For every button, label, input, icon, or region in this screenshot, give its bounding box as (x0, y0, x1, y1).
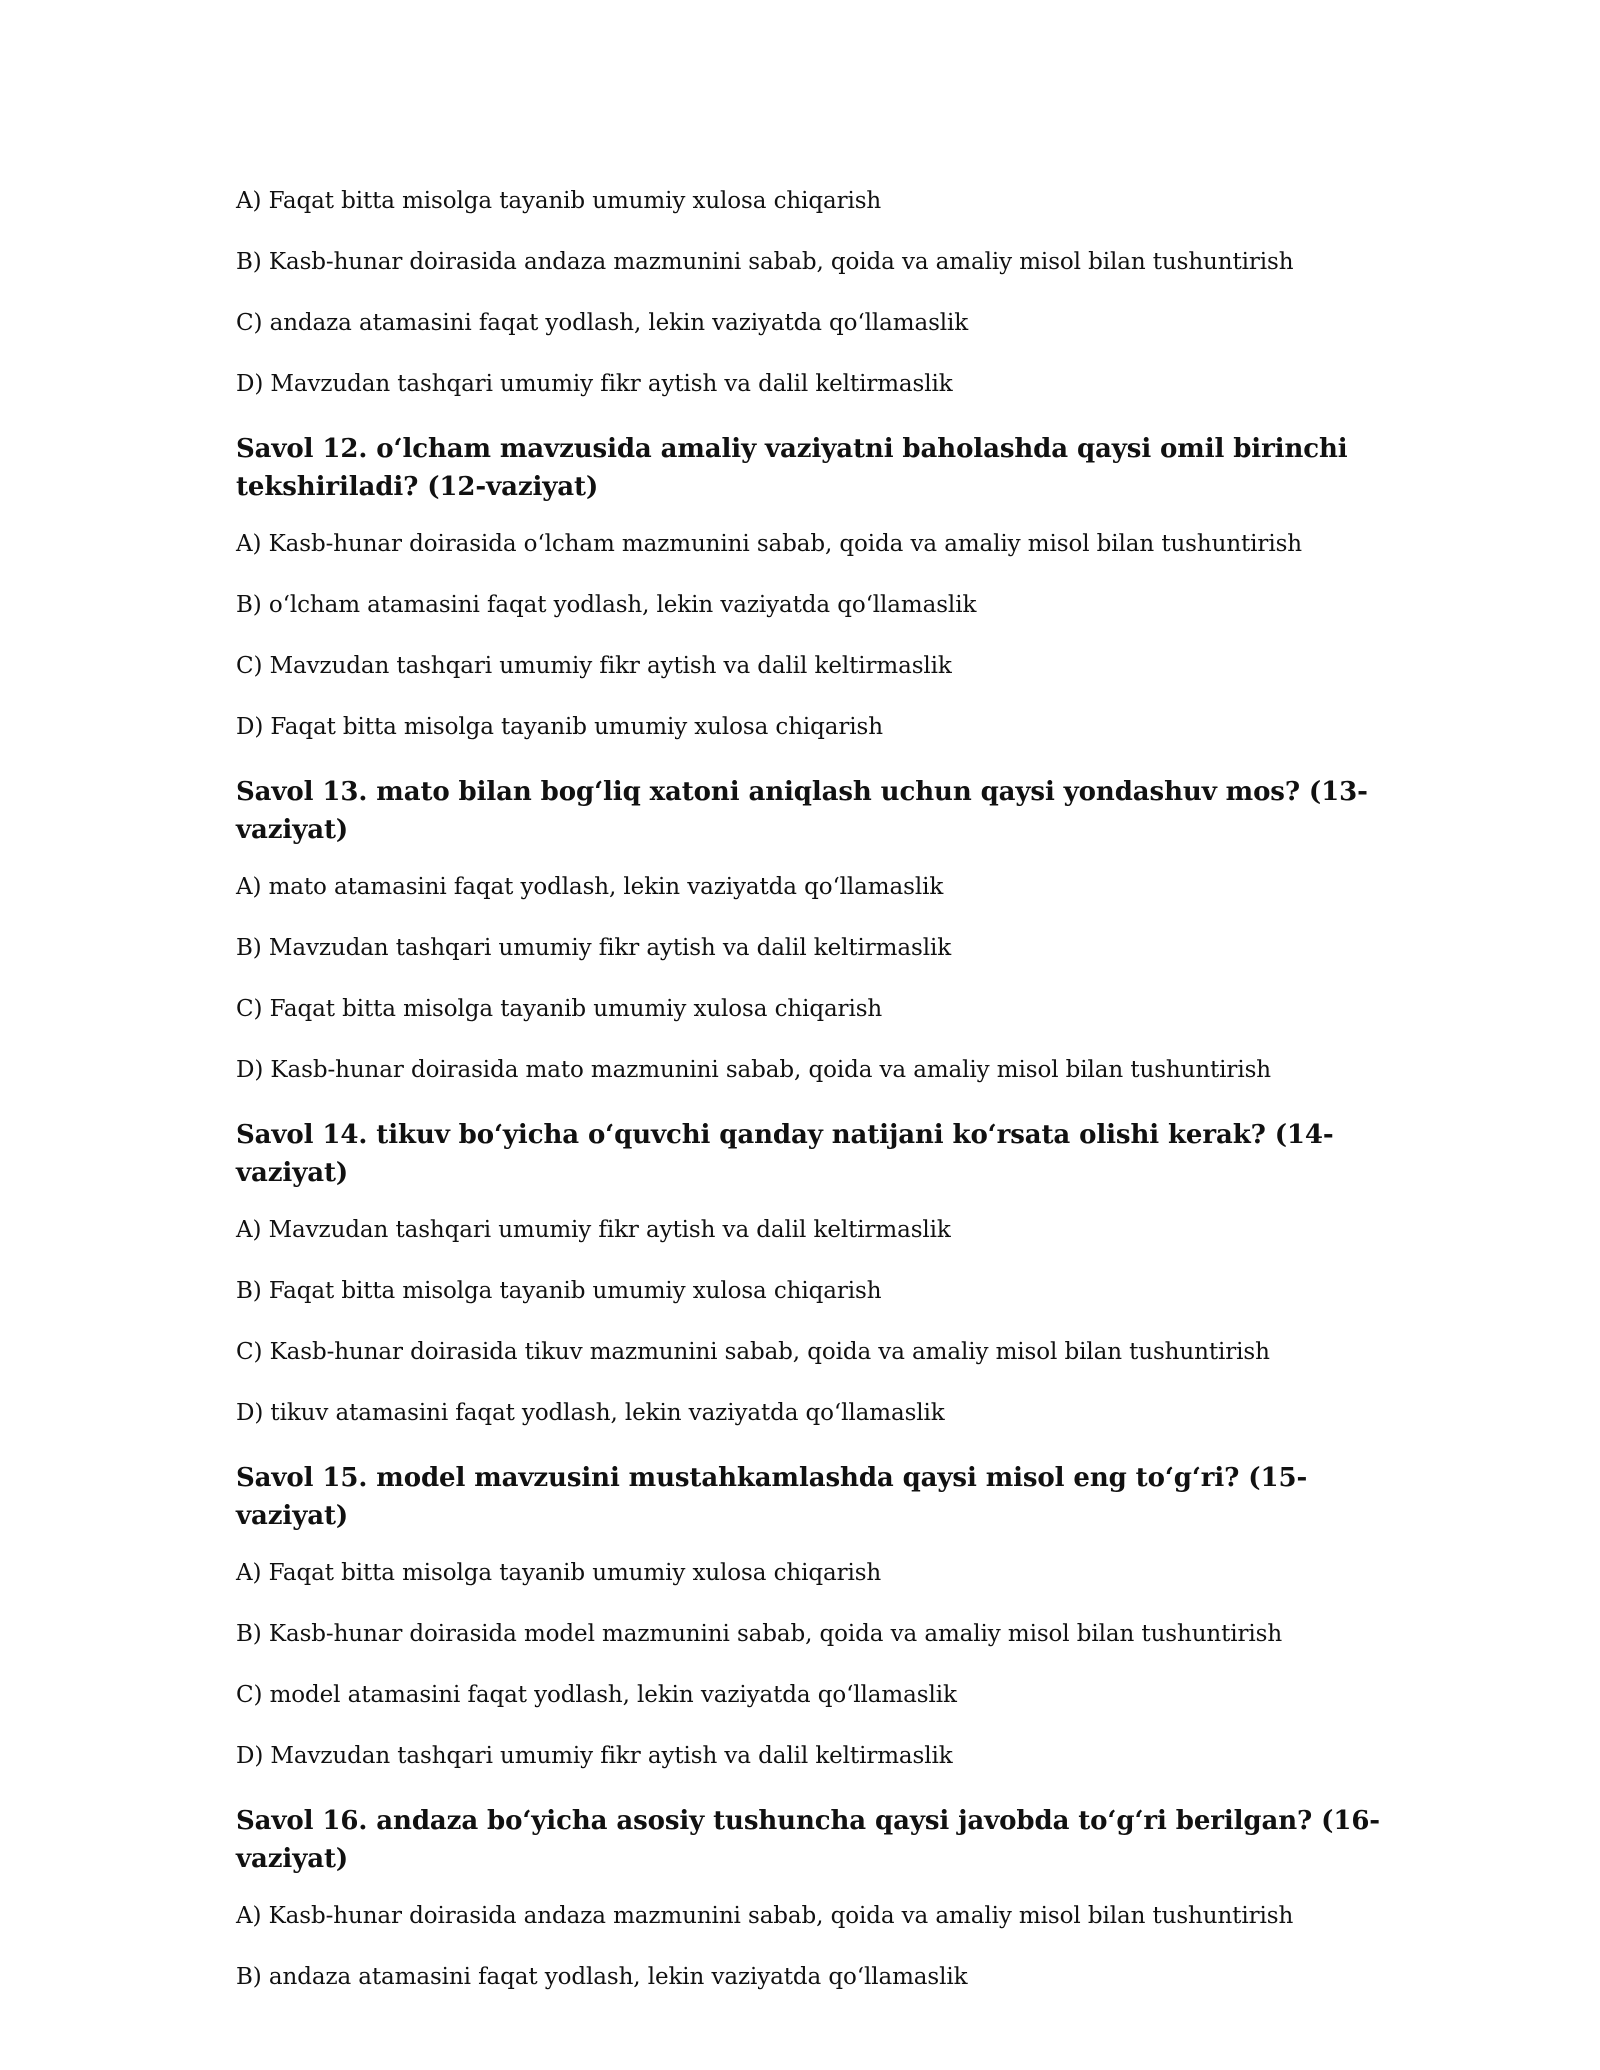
option-c: C) Faqat bitta misolga tayanib umumiy xulosa chiqarish (236, 996, 883, 1022)
question-heading: Savol 15. model mavzusini mustahkamlashda qaysi misol eng to‘g‘ri? (15-vaziyat) (236, 1463, 1308, 1531)
option-a: A) Faqat bitta misolga tayanib umumiy xulosa chiqarish (236, 1560, 882, 1586)
option-a: A) Mavzudan tashqari umumiy fikr aytish va dalil keltirmaslik (236, 1217, 951, 1243)
document-content (236, 186, 1396, 2023)
question-heading: Savol 13. mato bilan bog‘liq xatoni aniqlash uchun qaysi yondashuv mos? (13-vaziyat) (236, 777, 1368, 845)
question-heading: Savol 14. tikuv bo‘yicha o‘quvchi qanday natijani ko‘rsata olishi kerak? (14-vaziyat) (236, 1120, 1334, 1188)
question-block-16 (236, 1802, 1396, 1992)
question-heading: Savol 12. o‘lcham mavzusida amaliy vaziyatni baholashda qaysi omil birinchi tekshiriladi? (12-vaziyat) (236, 434, 1348, 502)
question-block-13 (236, 773, 1396, 1085)
option-b: B) Faqat bitta misolga tayanib umumiy xulosa chiqarish (236, 1278, 882, 1304)
question-block-15 (236, 1459, 1396, 1771)
option-b: B) Mavzudan tashqari umumiy fikr aytish va dalil keltirmaslik (236, 935, 952, 961)
option-d: D) Mavzudan tashqari umumiy fikr aytish va dalil keltirmaslik (236, 371, 953, 397)
option-a: A) Kasb-hunar doirasida andaza mazmunini sabab, qoida va amaliy misol bilan tushuntirish (236, 1903, 1294, 1929)
question-block-14 (236, 1116, 1396, 1428)
option-c: C) andaza atamasini faqat yodlash, lekin vaziyatda qo‘llamaslik (236, 310, 969, 336)
option-a: A) Kasb-hunar doirasida o‘lcham mazmunini sabab, qoida va amaliy misol bilan tushuntirish (236, 531, 1302, 557)
option-c: C) model atamasini faqat yodlash, lekin vaziyatda qo‘llamaslik (236, 1682, 957, 1708)
option-b: B) Kasb-hunar doirasida model mazmunini sabab, qoida va amaliy misol bilan tushuntirish (236, 1621, 1283, 1647)
option-d: D) Faqat bitta misolga tayanib umumiy xulosa chiqarish (236, 714, 883, 740)
question-heading: Savol 16. andaza bo‘yicha asosiy tushuncha qaysi javobda to‘g‘ri berilgan? (16-vaziyat) (236, 1806, 1380, 1874)
option-a: A) mato atamasini faqat yodlash, lekin vaziyatda qo‘llamaslik (236, 874, 944, 900)
option-b: B) o‘lcham atamasini faqat yodlash, lekin vaziyatda qo‘llamaslik (236, 592, 977, 618)
option-c: C) Kasb-hunar doirasida tikuv mazmunini sabab, qoida va amaliy misol bilan tushuntirish (236, 1339, 1270, 1365)
question-block-12 (236, 430, 1396, 742)
option-d: D) tikuv atamasini faqat yodlash, lekin vaziyatda qo‘llamaslik (236, 1400, 945, 1426)
option-d: D) Mavzudan tashqari umumiy fikr aytish va dalil keltirmaslik (236, 1743, 953, 1769)
question-block-11-tail (236, 186, 1396, 399)
option-a: A) Faqat bitta misolga tayanib umumiy xulosa chiqarish (236, 188, 882, 214)
option-c: C) Mavzudan tashqari umumiy fikr aytish va dalil keltirmaslik (236, 653, 952, 679)
option-b: B) Kasb-hunar doirasida andaza mazmunini sabab, qoida va amaliy misol bilan tushuntirish (236, 249, 1294, 275)
option-b: B) andaza atamasini faqat yodlash, lekin vaziyatda qo‘llamaslik (236, 1964, 968, 1990)
option-d: D) Kasb-hunar doirasida mato mazmunini sabab, qoida va amaliy misol bilan tushuntirish (236, 1057, 1272, 1083)
